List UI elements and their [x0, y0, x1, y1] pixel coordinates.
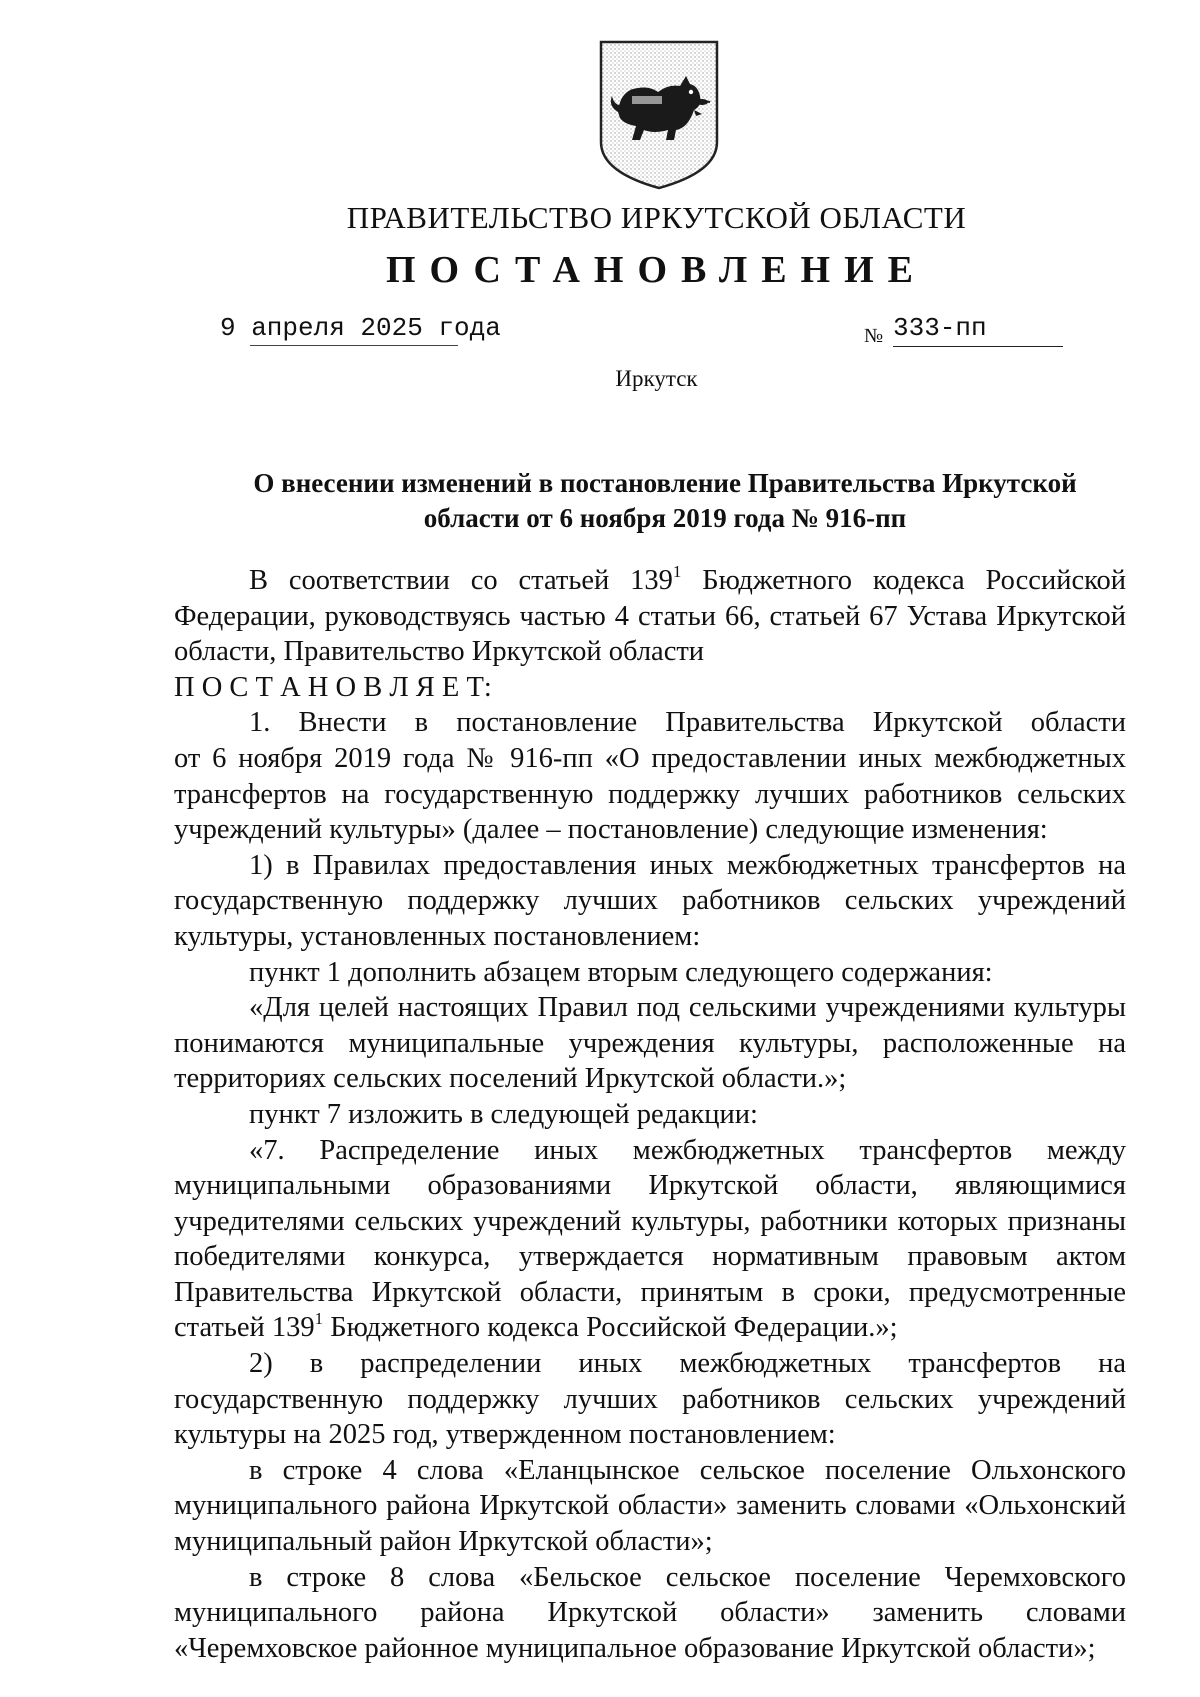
- resolves-heading: П О С Т А Н О В Л Я Е Т:: [174, 671, 492, 703]
- superscript: 1: [314, 1309, 324, 1329]
- text-line: «7. Распределение иных межбюджетных трансфертов между: [249, 1134, 1126, 1166]
- document-title: [170, 466, 1160, 536]
- text-line: муниципальными образованиями Иркутской области, являющимися: [174, 1170, 1126, 1202]
- text-line: победителями конкурса, утверждается нормативным правовым актом: [174, 1241, 1126, 1273]
- paragraph: [174, 1346, 1126, 1453]
- text-line: 2) в распределении иных межбюджетных трансфертов на: [249, 1348, 1126, 1380]
- text-line: «Для целей настоящих Правил под сельскими учреждениями культуры: [249, 992, 1126, 1024]
- text-line: муниципального района Иркутской области» заменить словами «Ольхонский: [174, 1490, 1126, 1522]
- text-line: «Черемховское районное муниципальное образование Иркутской области»;: [174, 1632, 1096, 1664]
- paragraph: [174, 563, 1126, 670]
- paragraph: пункт 7 изложить в следующей редакции:: [249, 1098, 758, 1130]
- text-line: в строке 4 слова «Еланцынское сельское поселение Ольхонского: [249, 1454, 1126, 1486]
- document-body: [174, 563, 1126, 1666]
- text-line: Правительства Иркутской области, принятым в сроки, предусмотренные: [174, 1276, 1126, 1308]
- text-line: В соответствии со статьей $139^1$ Бюджетного кодекса Российской: [249, 562, 1126, 596]
- paragraph: [174, 1133, 1126, 1347]
- date-underline: [250, 345, 458, 346]
- text-line: трансфертов на государственную поддержку лучших работников сельских: [174, 778, 1126, 810]
- text-line: учреждений культуры» (далее – постановление) следующие изменения:: [174, 814, 1048, 846]
- text-line: понимаются муниципальные учреждения культуры, расположенные на: [174, 1027, 1126, 1059]
- text-line: муниципальный район Иркутской области»;: [174, 1526, 713, 1558]
- babr-emblem-icon: [598, 40, 720, 190]
- text-line: государственную поддержку лучших работников сельских учреждений: [174, 885, 1126, 917]
- coat-of-arms-emblem: [598, 40, 720, 190]
- text-line: области, Правительство Иркутской области: [174, 636, 705, 668]
- number-sign: №: [864, 325, 884, 347]
- title-line: О внесении изменений в постановление Правительства Иркутской: [253, 468, 1077, 498]
- text-line: Федерации, руководствуясь частью 4 статьи 66, статьей 67 Устава Иркутской: [174, 600, 1126, 632]
- text-line: от 6 ноября 2019 года № 916-пп «О предоставлении иных межбюджетных: [174, 742, 1126, 774]
- text-line: 1. Внести в постановление Правительства Иркутской области: [249, 707, 1126, 739]
- paragraph: [174, 1560, 1126, 1667]
- text-line: культуры на 2025 год, утвержденном постановлением:: [174, 1419, 836, 1451]
- text-line: учредителями сельских учреждений культуры, работники которых признаны: [174, 1205, 1126, 1237]
- text-line: 1) в Правилах предоставления иных межбюджетных трансфертов на: [249, 849, 1126, 881]
- paragraph: пункт 1 дополнить абзацем вторым следующего содержания:: [249, 956, 993, 988]
- document-type: ПОСТАНОВЛЕНИЕ: [385, 249, 928, 291]
- document-number: 333-пп: [893, 313, 987, 343]
- text-line: культуры, установленных постановлением:: [174, 920, 701, 952]
- superscript: 1: [672, 562, 682, 581]
- paragraph: [174, 990, 1126, 1097]
- text-line: статьей $139^1$ Бюджетного кодекса Российской Федерации.»;: [174, 1309, 898, 1344]
- text-line: государственную поддержку лучших работников сельских учреждений: [174, 1383, 1126, 1415]
- text-line: в строке 8 слова «Бельское сельское поселение Черемховского: [249, 1561, 1126, 1593]
- paragraph: [174, 848, 1126, 955]
- city-name: Иркутск: [615, 366, 698, 391]
- title-line: области от 6 ноября 2019 года № 916-пп: [423, 503, 907, 533]
- organization-name: ПРАВИТЕЛЬСТВО ИРКУТСКОЙ ОБЛАСТИ: [346, 200, 967, 235]
- paragraph: [174, 1453, 1126, 1560]
- text-line: территориях сельских поселений Иркутской области.»;: [174, 1063, 847, 1095]
- number-underline: [893, 346, 1063, 347]
- paragraph: [174, 705, 1126, 847]
- document-date: 9 апреля 2025 года: [220, 313, 501, 343]
- text-line: муниципального района Иркутской области» заменить словами: [174, 1597, 1126, 1629]
